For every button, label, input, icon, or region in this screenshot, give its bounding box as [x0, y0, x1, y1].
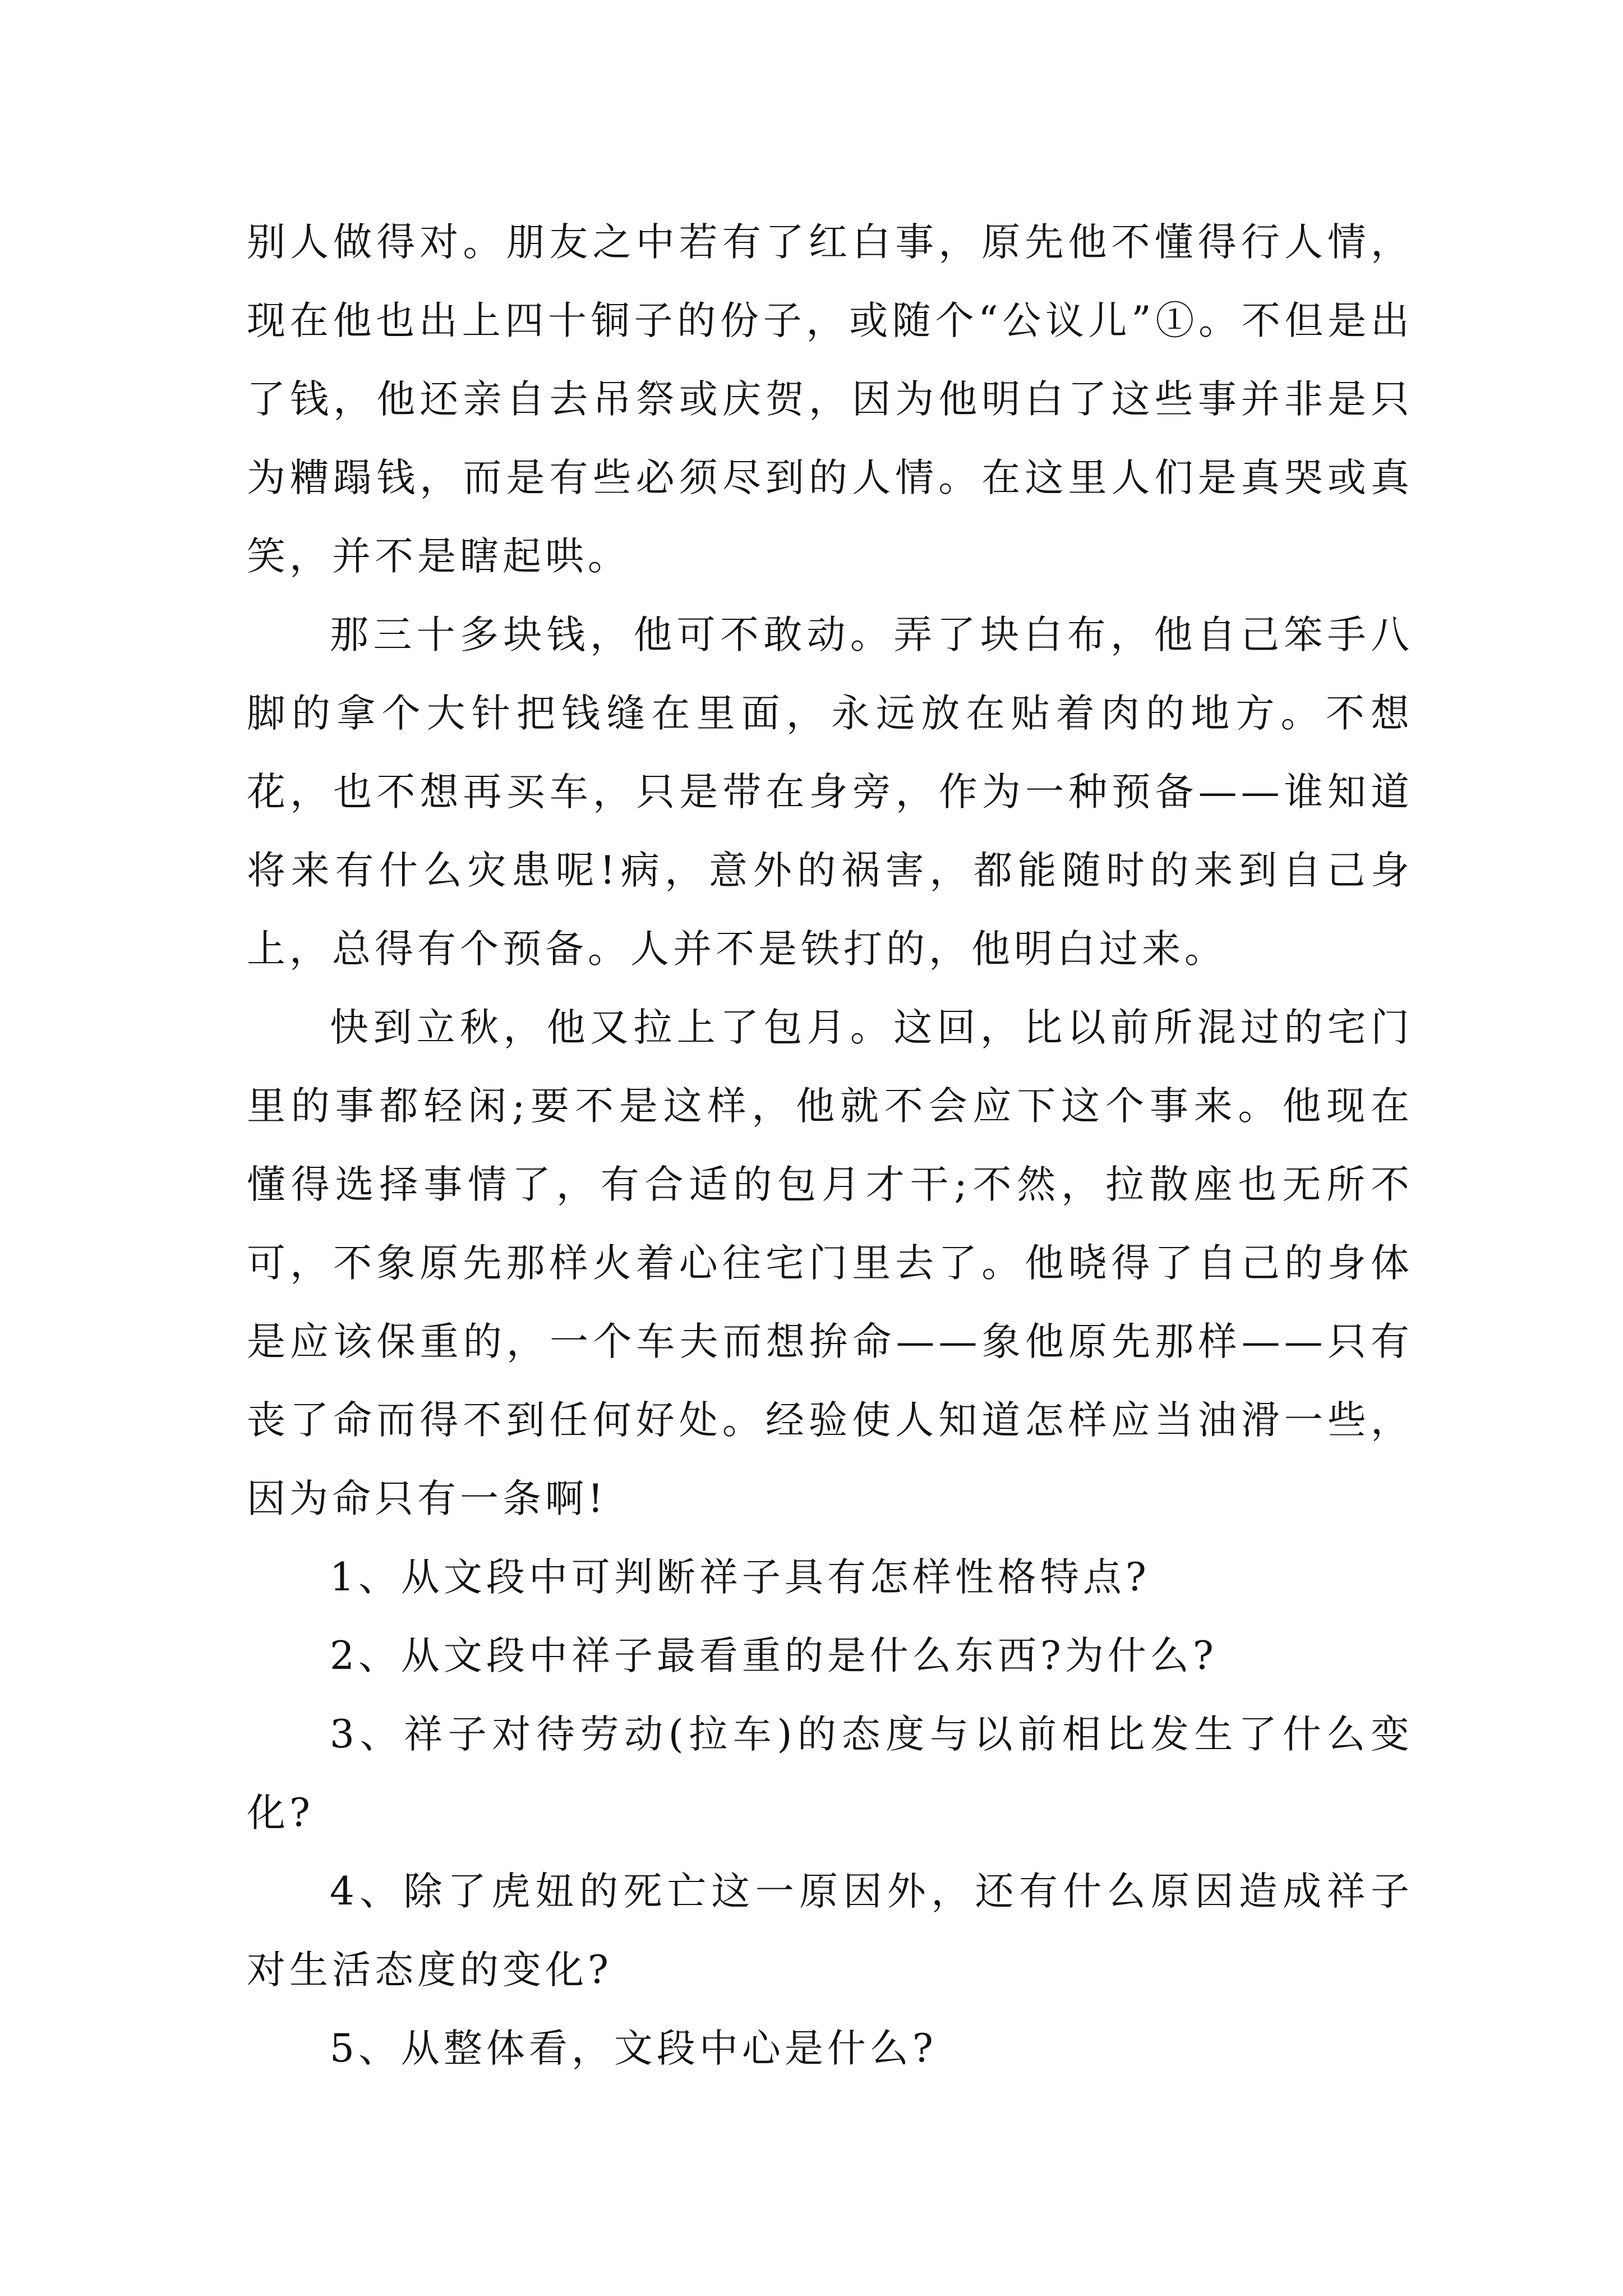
- question-1: 1、从文段中可判断祥子具有怎样性格特点?: [330, 1555, 1150, 1600]
- document-body: [247, 203, 1413, 2088]
- paragraph-savings: 那三十多块钱，他可不敢动。弄了块白布，他自己笨手八脚的拿个大针把钱缝在里面，永远放在贴着肉的地方。不想花，也不想再买车，只是带在身旁，作为一种预备——谁知道将来有什么灾患呢!病，意外的祸害，都能随时的来到自己身上，总得有个预备。人并不是铁打的，他明白过来。: [247, 613, 1413, 972]
- paragraph-continuation: 别人做得对。朋友之中若有了红白事，原先他不懂得行人情，现在他也出上四十铜子的份子，或随个“公议儿”①。不但是出了钱，他还亲自去吊祭或庆贺，因为他明白了这些事并非是只为糟蹋钱，而是有些必须尽到的人情。在这里人们是真哭或真笑，并不是瞎起哄。: [247, 220, 1413, 579]
- question-3: 3、祥子对待劳动(拉车)的态度与以前相比发生了什么变化?: [247, 1712, 1413, 1835]
- question-5: 5、从整体看，文段中心是什么?: [330, 2026, 937, 2071]
- question-4: 4、除了虎妞的死亡这一原因外，还有什么原因造成祥子对生活态度的变化?: [247, 1869, 1413, 1993]
- paragraph-monthly-job: 快到立秋，他又拉上了包月。这回，比以前所混过的宅门里的事都轻闲;要不是这样，他就不会应下这个事来。他现在懂得选择事情了，有合适的包月才干;不然，拉散座也无所不可，不象原先那样火着心往宅门里去了。他晓得了自己的身体是应该保重的，一个车夫而想拚命——象他原先那样——只有丧了命而得不到任何好处。经验使人知道怎样应当油滑一些，因为命只有一条啊!: [247, 1005, 1413, 1521]
- question-2: 2、从文段中祥子最看重的是什么东西?为什么?: [330, 1634, 1218, 1678]
